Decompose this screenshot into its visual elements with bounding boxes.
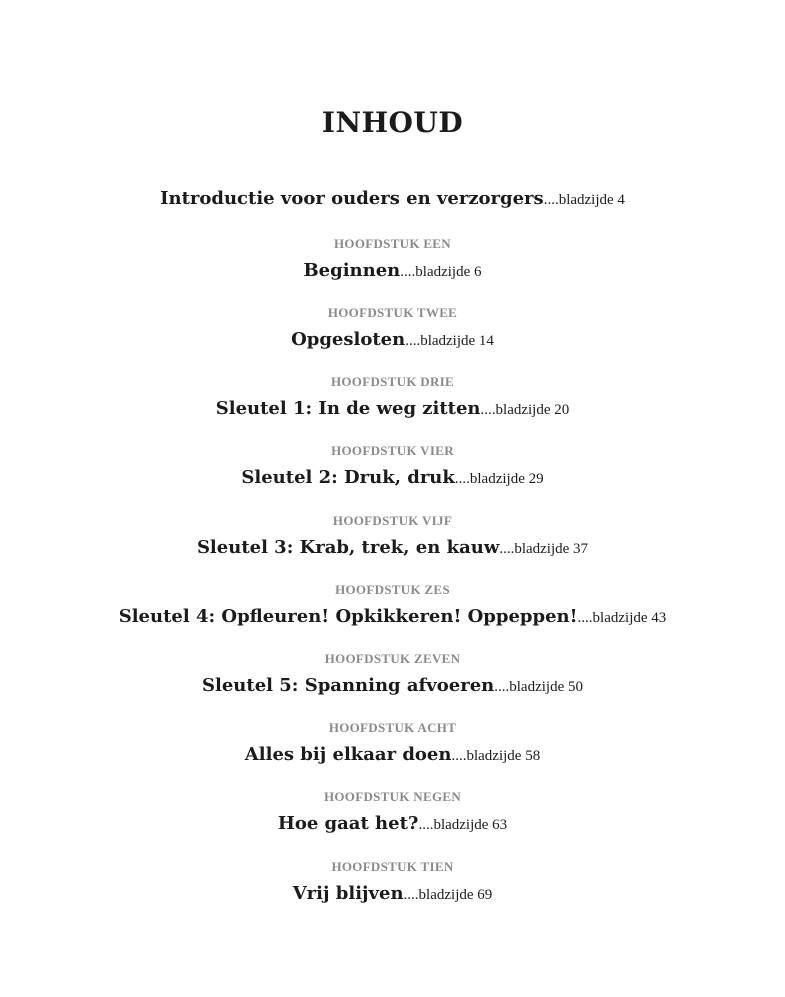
toc-entry-intro[interactable] [0,187,785,212]
chapter-label: HOOFDSTUK VIER [331,443,454,458]
toc-entry-chapter-7[interactable] [0,651,785,699]
toc-entry-chapter-4[interactable] [0,443,785,491]
chapter-label: HOOFDSTUK TIEN [331,859,454,874]
toc-entry-chapter-10[interactable] [0,859,785,907]
toc-entry-title: Sleutel 3: Krab, trek, en kauw [196,537,500,558]
page-reference: bladzijde 50 [509,679,583,695]
toc-entry-title: Sleutel 2: Druk, druk [241,467,455,488]
toc-entry-chapter-6[interactable] [0,582,785,630]
toc-entry-title: Sleutel 1: In de weg zitten [215,398,481,419]
toc-entry-line [0,397,785,422]
page-reference: bladzijde 6 [415,264,482,280]
toc-entry-title: Sleutel 5: Spanning afvoeren [202,675,495,696]
chapter-label: HOOFDSTUK EEN [334,236,451,251]
toc-entry-line [0,674,785,699]
page-reference: bladzijde 14 [420,333,494,349]
chapter-label: HOOFDSTUK TWEE [327,305,458,320]
toc-entry-title: Opgesloten [291,329,406,350]
leader-dots: .... [480,402,496,418]
page-reference: bladzijde 58 [466,748,541,764]
toc-entry-chapter-2[interactable] [0,305,785,353]
page-reference: bladzijde 43 [592,610,667,626]
leader-dots: .... [494,679,510,695]
toc-entry-title: Beginnen [303,260,401,281]
toc-entry-chapter-9[interactable] [0,789,785,837]
page-reference: bladzijde 20 [495,402,570,418]
leader-dots: .... [454,471,470,487]
leader-dots: .... [577,610,593,626]
chapter-label: HOOFDSTUK DRIE [330,374,455,389]
toc-entry-line [0,259,785,284]
toc-entry-line [0,743,785,768]
toc-entry-line [0,812,785,837]
page-reference: bladzijde 37 [514,541,589,557]
page-reference: bladzijde 4 [558,192,625,208]
leader-dots: .... [400,264,416,280]
toc-entry-line [0,882,785,907]
leader-dots: .... [418,817,434,833]
leader-dots: .... [403,887,419,903]
leader-dots: .... [543,192,559,208]
toc-entry-chapter-3[interactable] [0,374,785,422]
toc-entry-chapter-5[interactable] [0,513,785,561]
leader-dots: .... [405,333,421,349]
page-reference: bladzijde 63 [433,817,508,833]
toc-entry-title: Alles bij elkaar doen [244,744,452,765]
chapter-label: HOOFDSTUK ZES [335,582,450,597]
toc-entry-line [0,328,785,353]
toc-entry-line [0,605,785,630]
page-reference: bladzijde 29 [469,471,544,487]
toc-entry-title: Introductie voor ouders en verzorgers [160,188,544,209]
leader-dots: .... [499,541,515,557]
chapter-label: HOOFDSTUK VIJF [332,513,453,528]
toc-entry-line [0,536,785,561]
chapter-label: HOOFDSTUK ZEVEN [324,651,461,666]
toc-entry-line [0,466,785,491]
toc-entry-line [0,187,785,212]
page-title: INHOUD [321,106,464,139]
toc-entry-title: Vrij blijven [292,883,404,904]
leader-dots: .... [451,748,467,764]
toc-entry-title: Hoe gaat het? [277,813,419,834]
chapter-label: HOOFDSTUK ACHT [328,720,457,735]
toc-entry-chapter-1[interactable] [0,236,785,284]
page-reference: bladzijde 69 [418,887,493,903]
toc-entry-title: Sleutel 4: Opfleuren! Opkikkeren! Oppeppen! [118,606,578,627]
toc-entry-chapter-8[interactable] [0,720,785,768]
chapter-label: HOOFDSTUK NEGEN [323,789,462,804]
